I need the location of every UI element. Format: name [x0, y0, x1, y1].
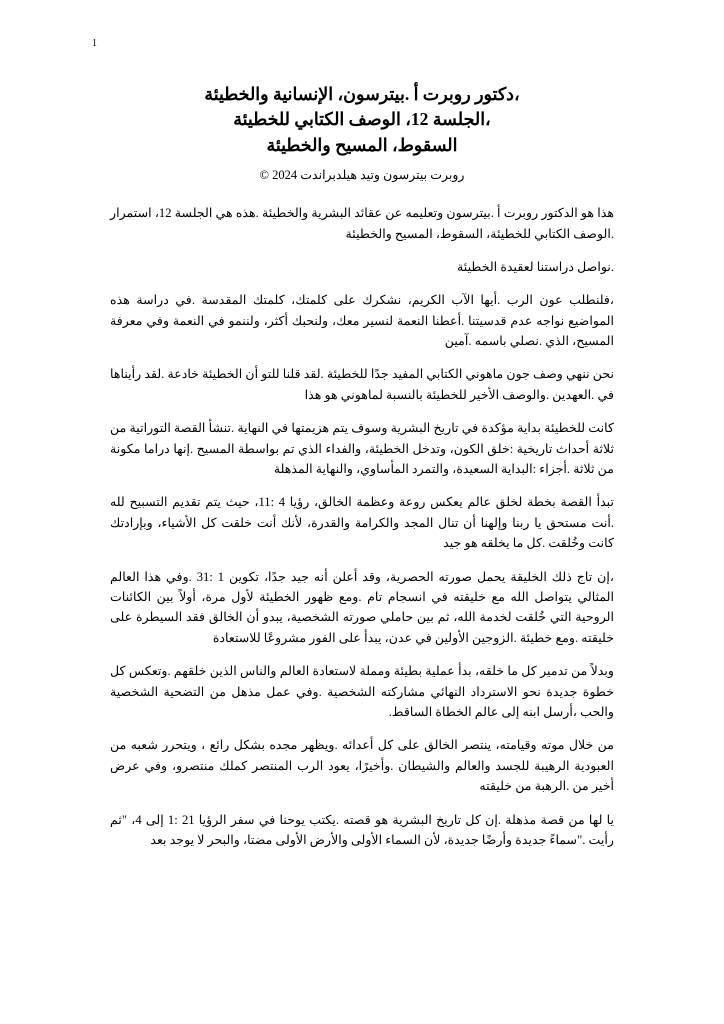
- body-paragraph: كانت للخطيئة بداية مؤكدة في تاريخ البشرية وسوف يتم هزيمتها في النهاية .تنشأ القصة التوراتية من ثلاثة أحداث تاريخية :خلق الكون، وتدخل الخطيئة، والفداء الذي تم بواسطة المسيح .إنها دراما مكونة من ثلاثة .أجزاء :البداية السعيدة، والتمرد المأساوي، والنهاية المذهلة: [110, 421, 614, 477]
- body-paragraph: هذا هو الدكتور روبرت أ .بيترسون وتعليمه عن عقائد البشرية والخطيئة .هذه هي الجلسة 12، استمرار .الوصف الكتابي للخطيئة، السقوط، المسيح والخطيئة: [110, 206, 614, 241]
- body-paragraph: ،فلنطلب عون الرب .أيها الآب الكريم، نشكرك على كلمتك، كلمتك المقدسة .في دراسة هذه المواضيع نواجه عدم قدسيتنا .أعطنا النعمة لنسير معك، ولنحبك أكثر، ولننمو في النعمة وفي معرفة المسيح، الذي .نصلي باسمه .آمين: [110, 293, 614, 349]
- copyright-notice: روبرت بيترسون وتيد هيلدبراندت 2024 ©: [259, 168, 465, 183]
- body-paragraph: تبدأ القصة بخطة لخلق عالم يعكس روعة وعظمة الخالق، رؤيا 4 :11، حيث يتم تقديم التسبيح لله .أنت مستحق يا ربنا وإلهنا أن تنال المجد والكرامة والقدرة، لأنك أنت خلقت كل الأشياء، وبإرادتك كانت وخُلقت .كل ما يخلقه هو جيد: [110, 495, 614, 551]
- body-paragraph: نحن ننهي وصف جون ماهوني الكتابي المفيد جدًا للخطيئة .لقد قلنا للتو أن الخطيئة خادعة .لقد رأيناها في .العهدين .والوصف الأخير للخطيئة بالنسبة لماهوني هو هذا: [110, 367, 614, 402]
- document-title: [110, 82, 614, 158]
- page-number: 1: [92, 38, 97, 49]
- title-line-2: ،الجلسة 12، الوصف الكتابي للخطيئة: [233, 109, 491, 130]
- body-paragraph: من خلال موته وقيامته، ينتصر الخالق على كل أعدائه .ويظهر مجده بشكل رائع ، ويتحرر شعبه من العبودية الرهيبة للجسد والعالم والشيطان .وأخيرًا، يعود الرب المنتصر كملك منتصرو، وفي عرض أخير من .الرهبة من خليقته: [110, 738, 614, 794]
- body-paragraph: .نواصل دراستنا لعقيدة الخطيئة: [457, 259, 614, 274]
- body-paragraph: ،إن تاج ذلك الخليقة يحمل صورته الحصرية، وقد أعلن أنه جيد جدًا، تكوين 1 :31 .وفي هذا العالم المثالي يتواصل الله مع خليقته في انسجام تام .ومع ظهور الخطيئة لأول مرة، أولاً بين الكائنات الروحية التي خُلقت لخدمة الله، ثم بين حاملي صورته الشخصية، يبدو أن الخالق فقد السيطرة على خليقته .ومع خطيئة .الزوجين الأولين في عدن، يبدأ على الفور مشروعًا للاستعادة: [110, 569, 614, 645]
- body-paragraph: وبدلاً من تدمير كل ما خلقه، بدأ عملية بطيئة ومملة لاستعادة العالم والناس الذين خلقهم .وتعكس كل خطوة جديدة نحو الاسترداد النهائي مشاركته الشخصية .وفي عمل مذهل من التضحية الشخصية والحب ،أرسل ابنه إلى عالم الخطاة الساقط.: [110, 664, 614, 719]
- title-line-3: السقوط، المسيح والخطيئة: [266, 134, 458, 155]
- document-content: [110, 82, 614, 850]
- body-paragraph: يا لها من قصة مذهلة .إن كل تاريخ البشرية هو قصته .يكتب يوحنا في سفر الرؤيا 21 :1 إلى 4، "ثم رأيت ."سماءً جديدة وأرضًا جديدة، لأن السماء الأولى والأرض الأولى مضتا، والبحر لا يوجد بعد: [110, 812, 614, 847]
- title-line-1: ،دكتور روبرت أ .بيترسون، الإنسانية والخطيئة: [204, 84, 520, 104]
